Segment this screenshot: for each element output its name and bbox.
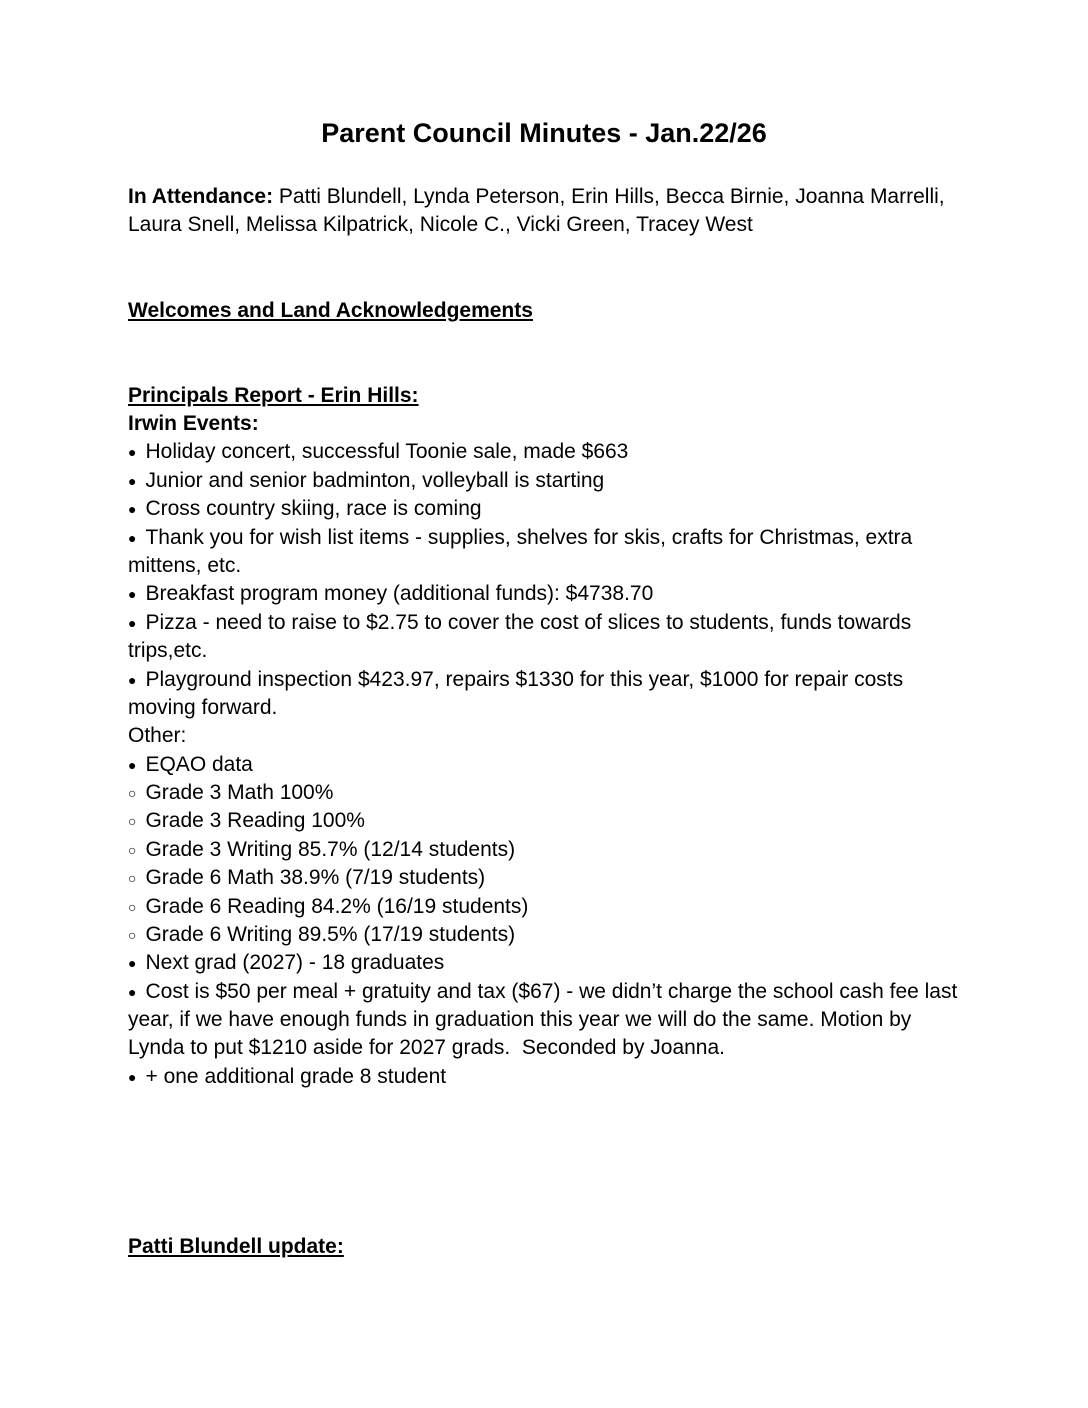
bullet-filled-icon: ● <box>128 529 137 546</box>
bullet-hollow-icon: ○ <box>128 841 137 858</box>
list-item-text: Grade 6 Writing 89.5% (17/19 students) <box>145 923 516 947</box>
list-item-text: Pizza - need to raise to $2.75 to cover the cost of slices to students, funds towards trips,etc. <box>128 610 918 663</box>
list-item <box>128 978 964 1063</box>
bullet-filled-icon: ● <box>128 983 137 1000</box>
list-item-text: Holiday concert, successful Toonie sale, made $663 <box>145 440 629 464</box>
list-item <box>128 438 960 466</box>
bullet-hollow-icon: ○ <box>128 784 137 801</box>
list-item-text: Grade 6 Reading 84.2% (16/19 students) <box>145 894 529 918</box>
list-item-text: Cross country skiing, race is coming <box>145 497 482 521</box>
bullet-filled-icon: ● <box>128 444 137 461</box>
list-item <box>128 666 960 723</box>
bullet-hollow-icon: ○ <box>128 813 137 830</box>
list-item-text: EQAO data <box>145 752 253 776</box>
bullet-filled-icon: ● <box>128 586 137 603</box>
list-item-text: Next grad (2027) - 18 graduates <box>145 951 445 975</box>
list-item-text: Grade 3 Math 100% <box>145 781 334 805</box>
list-item <box>128 580 960 608</box>
other-label: Other: <box>128 724 187 748</box>
bullet-filled-icon: ● <box>128 614 137 631</box>
bullet-filled-icon: ● <box>128 472 137 489</box>
list-item <box>128 949 960 977</box>
attendance-paragraph <box>128 183 960 240</box>
heading-patti-blundell-update: Patti Blundell update: <box>128 1235 344 1259</box>
list-item-text: + one additional grade 8 student <box>145 1064 447 1088</box>
list-item <box>128 1063 960 1091</box>
list-item-text: Grade 6 Math 38.9% (7/19 students) <box>145 866 486 890</box>
irwin-events-label: Irwin Events: <box>128 412 259 436</box>
list-item <box>128 921 960 949</box>
list-item <box>128 609 960 666</box>
bullet-filled-icon: ● <box>128 671 137 688</box>
list-item-text: Grade 3 Writing 85.7% (12/14 students) <box>145 837 516 861</box>
list-item <box>128 893 960 921</box>
list-item-text: Cost is $50 per meal + gratuity and tax ($67) - we didn’t charge the school cash fee last year, if we have enough funds in graduation this year we will do the same. Motion by Lynda to put $1210 aside for 2027 grads. Seconded by Joanna. <box>128 979 964 1060</box>
bullet-filled-icon: ● <box>128 501 137 518</box>
list-item <box>128 807 960 835</box>
bullet-filled-icon: ● <box>128 1068 137 1085</box>
document-content <box>0 116 1088 1261</box>
list-item-text: Grade 3 Reading 100% <box>145 809 365 833</box>
list-item <box>128 864 960 892</box>
bullet-hollow-icon: ○ <box>128 926 137 943</box>
bullet-hollow-icon: ○ <box>128 898 137 915</box>
list-item-text: Breakfast program money (additional funds): $4738.70 <box>145 582 654 606</box>
heading-principals: Principals Report - Erin Hills: <box>128 383 419 407</box>
list-item <box>128 524 960 581</box>
list-item <box>128 779 960 807</box>
attendance-names: Patti Blundell, Lynda Peterson, Erin Hills, Becca Birnie, Joanna Marrelli, Laura Snell, Melissa Kilpatrick, Nicole C., Vicki Green, Tracey West <box>128 185 951 237</box>
list-item-text: Thank you for wish list items - supplies, shelves for skis, crafts for Christmas, extra mittens, etc. <box>128 525 919 578</box>
list-item <box>128 495 960 523</box>
list-item <box>128 751 960 779</box>
bullet-filled-icon: ● <box>128 756 137 773</box>
list-item <box>128 836 960 864</box>
bullet-hollow-icon: ○ <box>128 870 137 887</box>
page-title: Parent Council Minutes - Jan.22/26 <box>321 118 767 148</box>
list-item-text: Junior and senior badminton, volleyball is starting <box>145 469 605 492</box>
list-item-text: Playground inspection $423.97, repairs $1330 for this year, $1000 for repair costs moving forward. <box>128 667 909 719</box>
list-item <box>128 467 960 495</box>
attendance-label: In Attendance: <box>128 185 274 208</box>
heading-welcomes: Welcomes and Land Acknowledgements <box>128 298 533 322</box>
bullet-filled-icon: ● <box>128 955 137 972</box>
